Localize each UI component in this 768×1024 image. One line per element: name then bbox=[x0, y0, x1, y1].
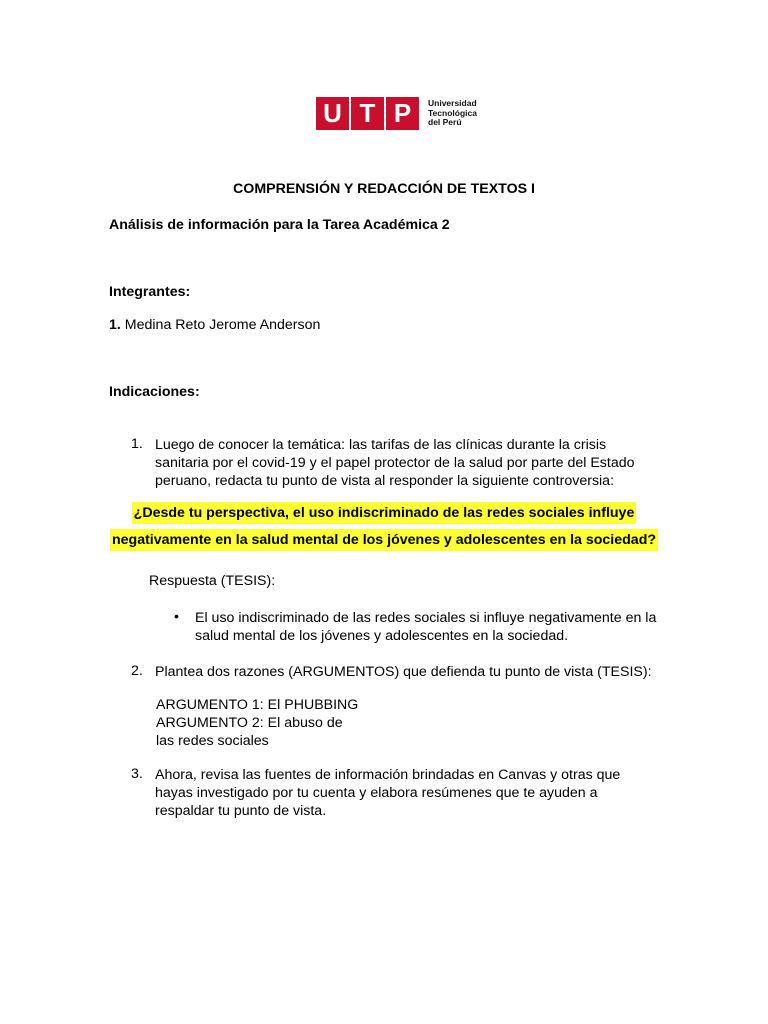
controversy-question-line-1 bbox=[0, 505, 768, 521]
argument-line: ARGUMENTO 2: El abuso de bbox=[156, 715, 343, 731]
argument-line: ARGUMENTO 1: El PHUBBING bbox=[156, 697, 359, 713]
instruction-line: sanitaria por el covid-19 y el papel protector de la salud por parte del Estado bbox=[155, 455, 635, 471]
instruction-text: Plantea dos razones (ARGUMENTOS) que defienda tu punto de vista (TESIS): bbox=[155, 664, 652, 680]
instruction-line: Luego de conocer la temática: las tarifas de las clínicas durante la crisis bbox=[155, 437, 607, 453]
logo-letter-p: P bbox=[386, 97, 419, 130]
logo-text-line-1: Universidad bbox=[428, 98, 477, 109]
utp-logo bbox=[316, 97, 477, 130]
document-title: COMPRENSIÓN Y REDACCIÓN DE TEXTOS I bbox=[233, 181, 535, 197]
instruction-number: 3. bbox=[131, 766, 143, 782]
highlighted-text: ¿Desde tu perspectiva, el uso indiscriminado de las redes sociales influye bbox=[132, 502, 637, 524]
instruction-text bbox=[155, 766, 675, 820]
thesis-line: salud mental de los jóvenes y adolescentes en la sociedad. bbox=[195, 628, 569, 644]
member-number: 1. bbox=[109, 317, 121, 333]
thesis-line: El uso indiscriminado de las redes sociales si influye negativamente en la bbox=[195, 610, 657, 626]
instruction-line: respaldar tu punto de vista. bbox=[155, 803, 327, 819]
indicaciones-label: Indicaciones: bbox=[109, 384, 200, 400]
document-subtitle: Análisis de información para la Tarea Académica 2 bbox=[109, 217, 450, 233]
controversy-question-line-2 bbox=[0, 532, 768, 548]
arguments-block bbox=[156, 696, 358, 750]
logo-text bbox=[428, 99, 477, 128]
bullet-icon: • bbox=[174, 609, 179, 625]
argument-line: las redes sociales bbox=[156, 733, 269, 749]
member-item bbox=[109, 317, 320, 333]
member-name: Medina Reto Jerome Anderson bbox=[124, 317, 321, 333]
highlighted-text: negativamente en la salud mental de los jóvenes y adolescentes en la sociedad? bbox=[110, 529, 658, 551]
instruction-text bbox=[155, 436, 675, 490]
instruction-number: 1. bbox=[131, 436, 143, 452]
instruction-line: Ahora, revisa las fuentes de información brindadas en Canvas y otras que bbox=[155, 767, 621, 783]
logo-text-line-3: del Perú bbox=[428, 117, 462, 128]
instruction-line: hayas investigado por tu cuenta y elabora resúmenes que te ayuden a bbox=[155, 785, 598, 801]
logo-letter-u: U bbox=[316, 97, 349, 130]
instruction-number: 2. bbox=[131, 663, 143, 679]
integrantes-label: Integrantes: bbox=[109, 284, 191, 300]
thesis-text bbox=[195, 609, 675, 645]
logo-text-line-2: Tecnológica bbox=[428, 107, 477, 118]
logo-letter-t: T bbox=[351, 97, 384, 130]
answer-label: Respuesta (TESIS): bbox=[149, 573, 276, 589]
instruction-line: peruano, redacta tu punto de vista al responder la siguiente controversia: bbox=[155, 473, 615, 489]
